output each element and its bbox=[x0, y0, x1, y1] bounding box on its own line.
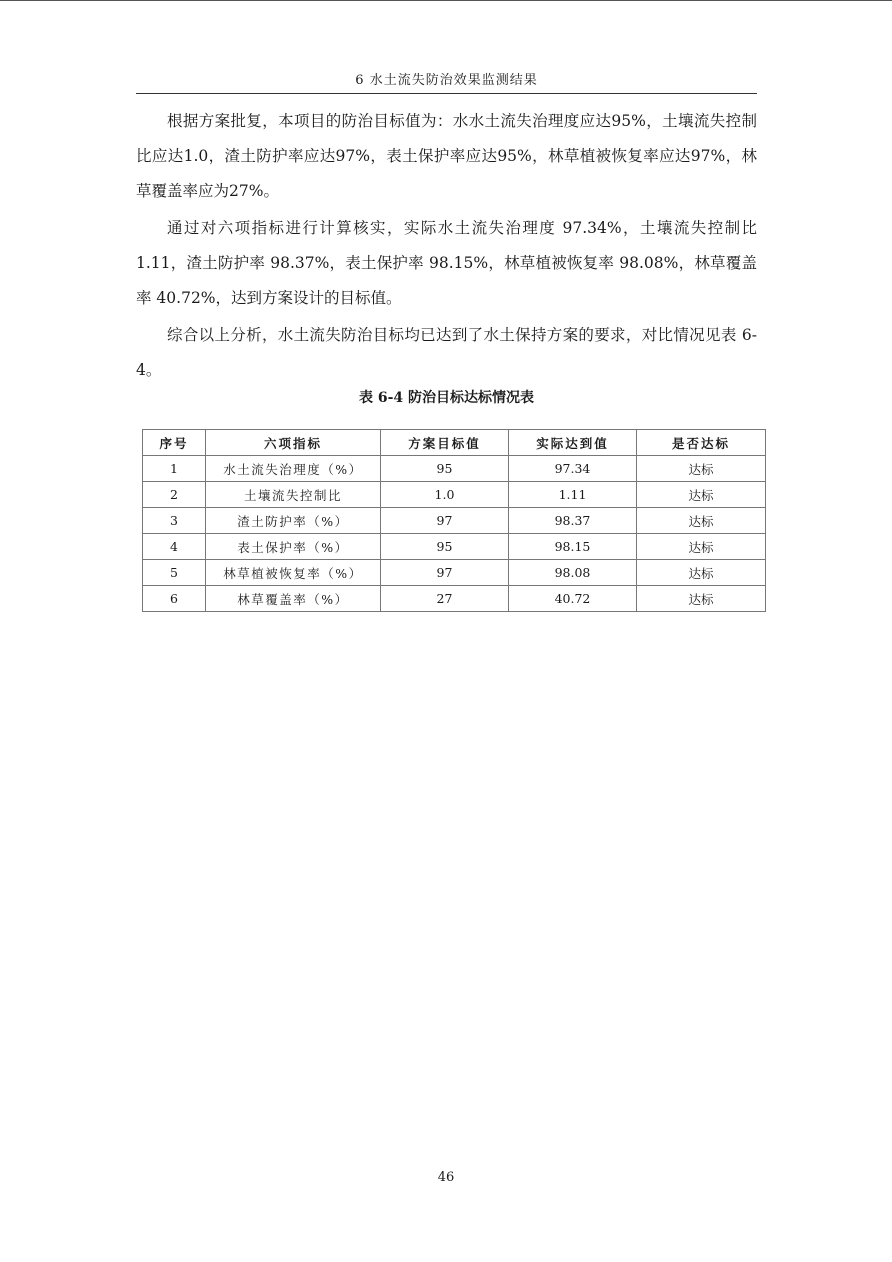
cell-indicator: 林草植被恢复率（%） bbox=[206, 560, 381, 586]
table-caption: 表 6-4 防治目标达标情况表 bbox=[358, 390, 535, 406]
cell-indicator: 土壤流失控制比 bbox=[206, 482, 381, 508]
table-row bbox=[143, 482, 766, 508]
column-header-indicator: 六项指标 bbox=[206, 430, 381, 456]
results-table bbox=[142, 429, 766, 612]
cell-target: 27 bbox=[381, 586, 509, 612]
paragraph-conclusion: 综合以上分析，水土流失防治目标均已达到了水土保持方案的要求，对比情况见表 6-4。 bbox=[136, 326, 757, 379]
cell-no: 5 bbox=[143, 560, 206, 586]
cell-indicator: 水土流失治理度（%） bbox=[206, 456, 381, 482]
column-header-met: 是否达标 bbox=[637, 430, 766, 456]
paragraph-targets: 根据方案批复，本项目的防治目标值为：水水土流失治理度应达95%，土壤流失控制比应达1.0，渣土防护率应达97%，表土保护率应达95%，林草植被恢复率应达97%，林草覆盖率应为27%。 bbox=[136, 112, 757, 200]
cell-target: 95 bbox=[381, 534, 509, 560]
table-row bbox=[143, 560, 766, 586]
cell-actual: 98.08 bbox=[509, 560, 637, 586]
table-row bbox=[143, 534, 766, 560]
cell-met: 达标 bbox=[637, 534, 766, 560]
running-header: 6 水土流失防治效果监测结果 bbox=[355, 73, 538, 88]
cell-met: 达标 bbox=[637, 508, 766, 534]
page-top-edge bbox=[0, 0, 892, 1]
cell-actual: 98.15 bbox=[509, 534, 637, 560]
cell-met: 达标 bbox=[637, 456, 766, 482]
cell-indicator: 林草覆盖率（%） bbox=[206, 586, 381, 612]
cell-actual: 98.37 bbox=[509, 508, 637, 534]
cell-actual: 1.11 bbox=[509, 482, 637, 508]
paragraph-actuals: 通过对六项指标进行计算核实，实际水土流失治理度 97.34%，土壤流失控制比 1.11，渣土防护率 98.37%，表土保护率 98.15%，林草植被恢复率 98.08%，林草覆盖率 40.72%，达到方案设计的目标值。 bbox=[136, 219, 757, 307]
column-header-actual: 实际达到值 bbox=[509, 430, 637, 456]
cell-actual: 40.72 bbox=[509, 586, 637, 612]
table-row bbox=[143, 508, 766, 534]
cell-no: 2 bbox=[143, 482, 206, 508]
table-row bbox=[143, 456, 766, 482]
column-header-target: 方案目标值 bbox=[381, 430, 509, 456]
cell-met: 达标 bbox=[637, 482, 766, 508]
cell-no: 6 bbox=[143, 586, 206, 612]
column-header-no: 序号 bbox=[143, 430, 206, 456]
cell-met: 达标 bbox=[637, 586, 766, 612]
header-rule bbox=[136, 93, 757, 94]
cell-no: 1 bbox=[143, 456, 206, 482]
cell-target: 97 bbox=[381, 560, 509, 586]
cell-target: 95 bbox=[381, 456, 509, 482]
table-header-row bbox=[143, 430, 766, 456]
cell-no: 3 bbox=[143, 508, 206, 534]
body-text bbox=[136, 104, 757, 390]
cell-no: 4 bbox=[143, 534, 206, 560]
page-number: 46 bbox=[437, 1170, 455, 1185]
cell-actual: 97.34 bbox=[509, 456, 637, 482]
cell-met: 达标 bbox=[637, 560, 766, 586]
cell-indicator: 渣土防护率（%） bbox=[206, 508, 381, 534]
table-row bbox=[143, 586, 766, 612]
cell-target: 97 bbox=[381, 508, 509, 534]
cell-indicator: 表土保护率（%） bbox=[206, 534, 381, 560]
cell-target: 1.0 bbox=[381, 482, 509, 508]
